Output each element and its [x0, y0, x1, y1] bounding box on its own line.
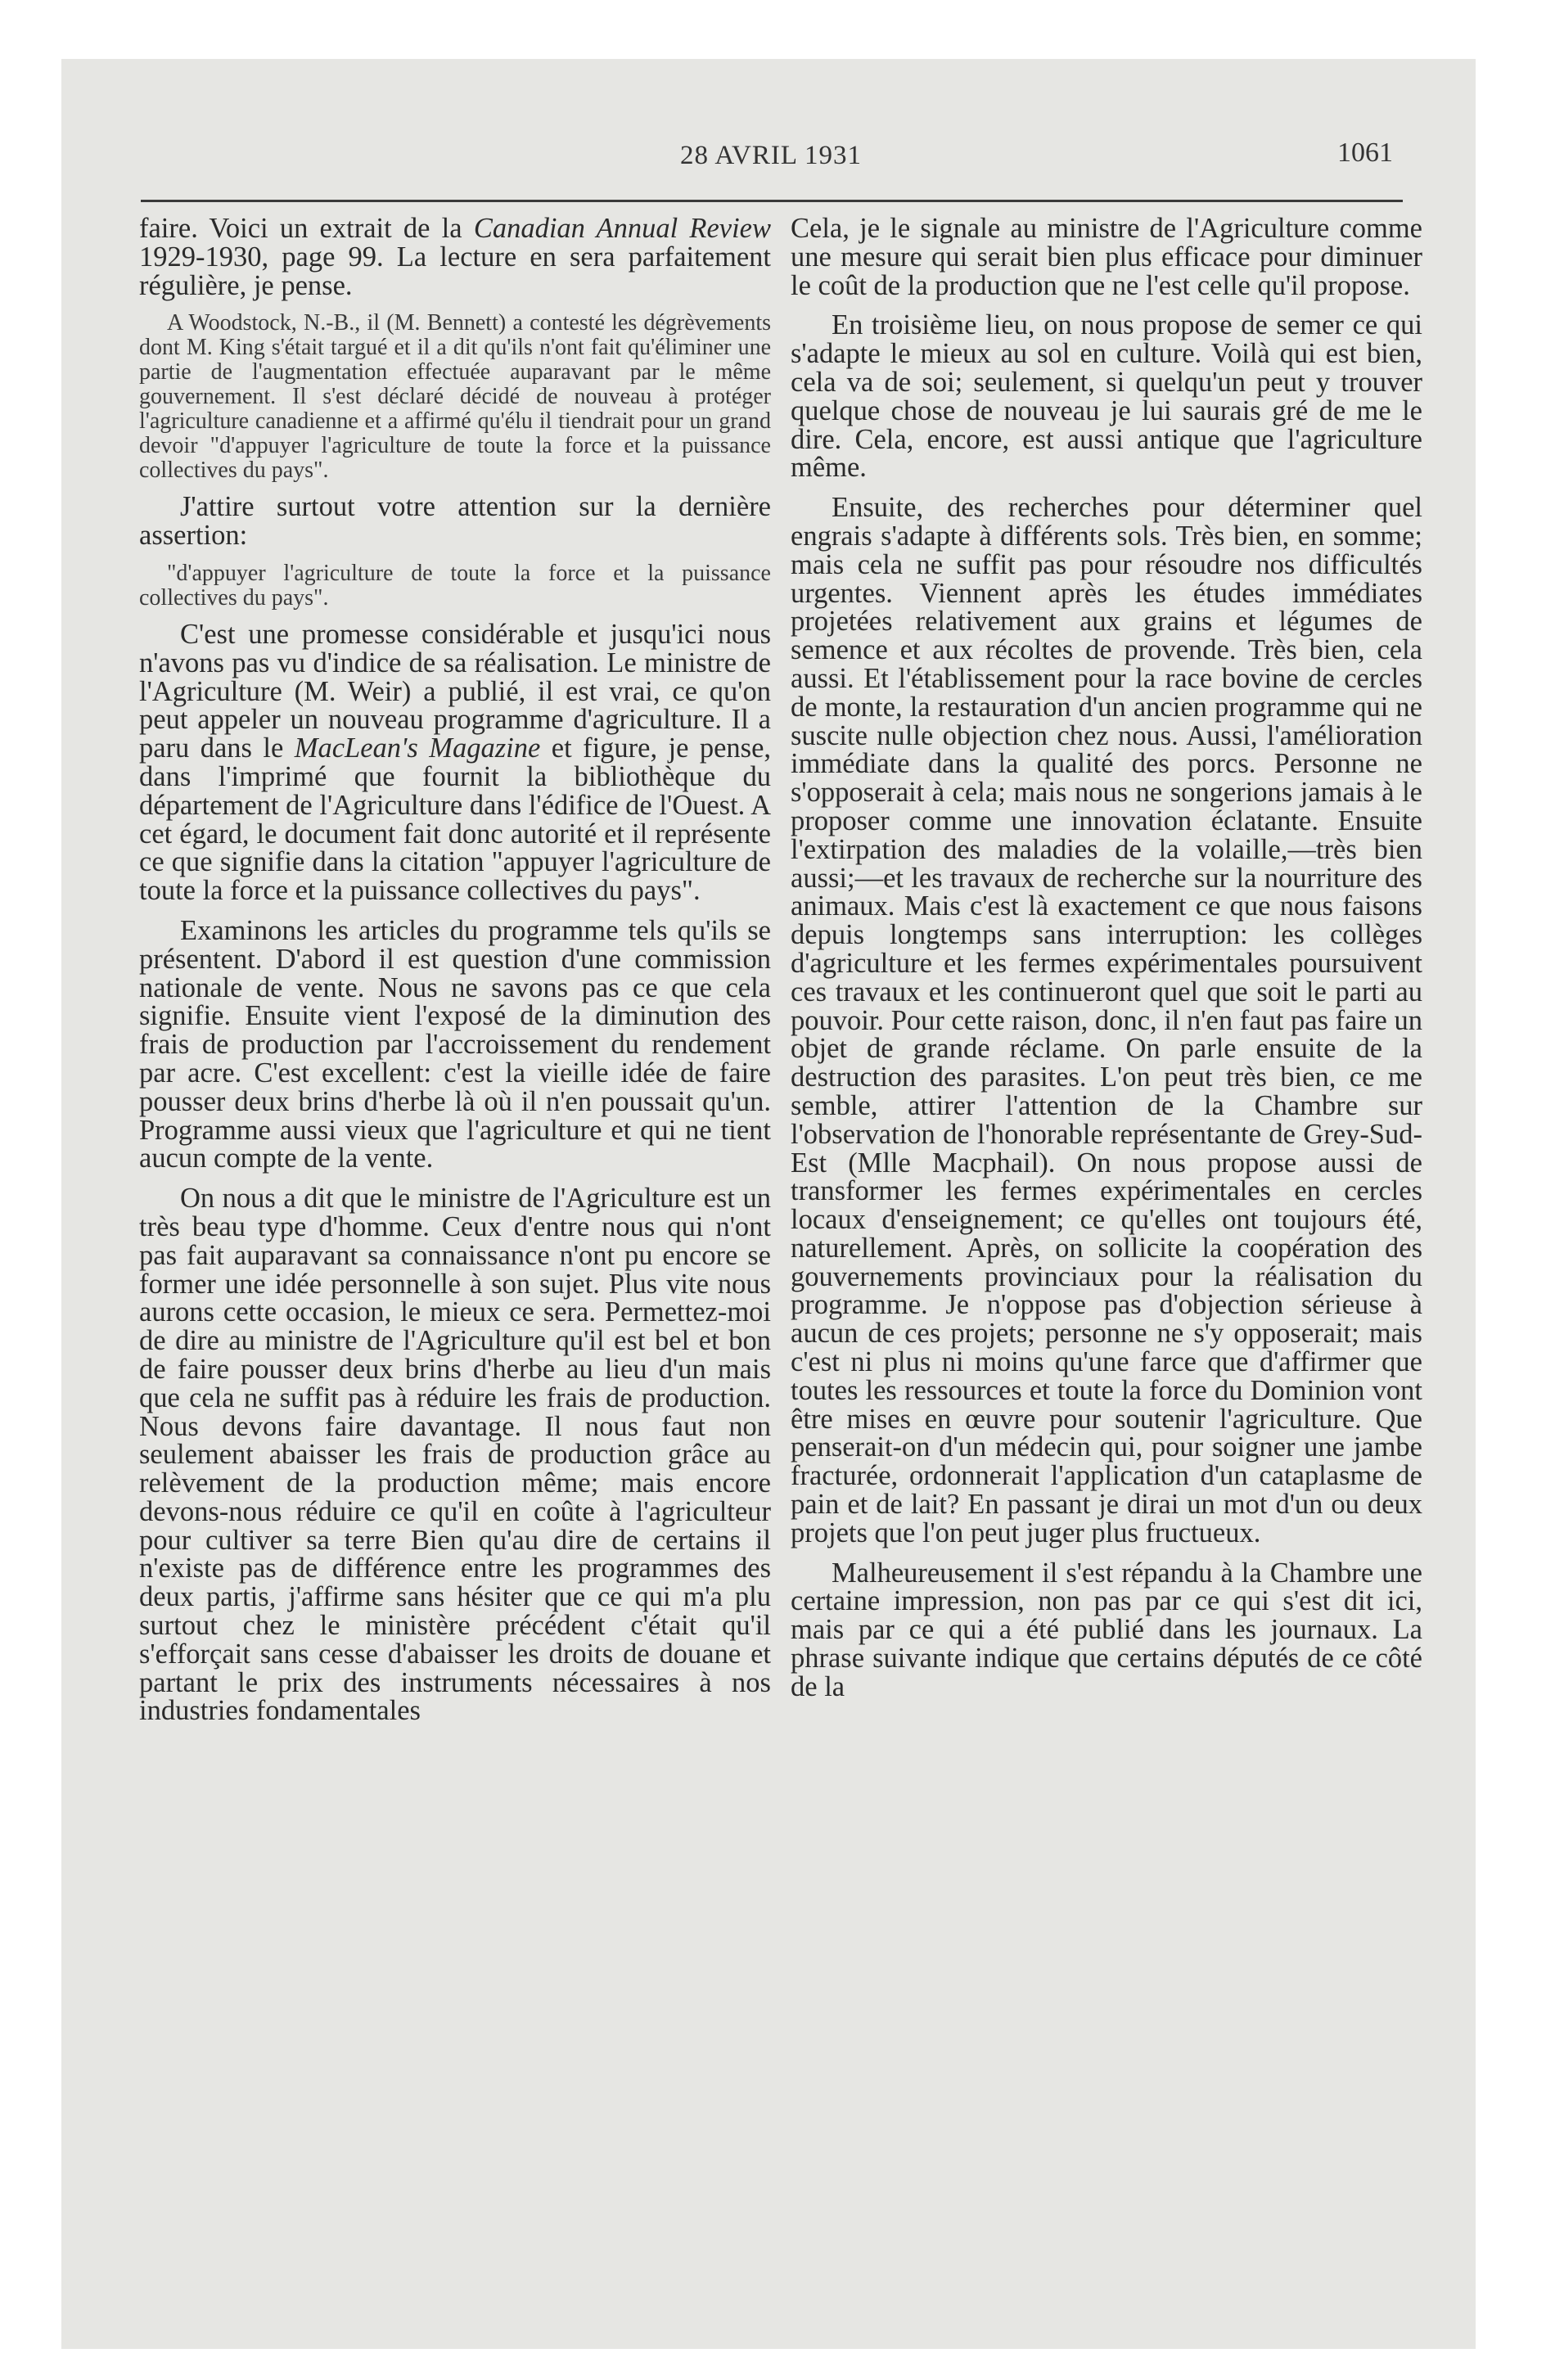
paragraph-troisieme: En troisième lieu, on nous propose de semer ce qui s'adapte le mieux au sol en culture. Voilà qui est bien, cela va de soi; seulement, si quelqu'un peut y trouver quelque chose de nouveau je lui saurais gré de me le dire. Cela, encore, est aussi antique que l'agriculture même. [791, 309, 1422, 484]
paragraph-attention: J'attire surtout votre attention sur la dernière assertion: [139, 491, 771, 552]
left-column [139, 214, 771, 2293]
paragraph-minister: On nous a dit que le ministre de l'Agriculture est un très beau type d'homme. Ceux d'entre nous qui n'ont pas fait auparavant sa connaissance n'ont pu encore se former une idée personnelle à son sujet. Plus vite nous aurons cette occasion, le mieux ce sera. Permettez-moi de dire au ministre de l'Agriculture qu'il est bel et bon de faire pousser deux brins d'herbe au lieu d'un mais que cela ne suffit pas à réduire les frais de production. Nous devons faire davantage. Il nous faut non seulement abaisser les frais de production grâce au relèvement de la production même; mais encore devons-nous réduire ce qu'il en coûte à l'agriculteur pour cultiver sa terre Bien qu'au dire de certains il n'existe pas de différence entre les programmes des deux partis, j'affirme sans hésiter que ce qui m'a plu surtout chez le ministère précédent c'était qu'il s'efforçait sans cesse d'abaisser les droits de douane et partant le prix des instruments nécessaires à nos industries fondamentales [139, 1183, 771, 1727]
running-title: 28 AVRIL 1931 [679, 141, 863, 170]
paragraph-malheureusement: Malheureusement il s'est répandu à la Chambre une certaine impression, non pas par ce qui s'est dit ici, mais par ce qui a été publié dans les journaux. La phrase suivante indique que certains députés de ce côté de la [791, 1557, 1422, 1702]
block-quote-woodstock: A Woodstock, N.-B., il (M. Bennett) a contesté les dégrèvements dont M. King s'était targué et il a dit qu'ils n'ont fait qu'éliminer une partie de l'augmentation effectuée auparavant par le même gouvernement. Il s'est déclaré décidé de nouveau à protéger l'agriculture canadienne et a affirmé qu'élu il tiendrait pour un grand devoir "d'appuyer l'agriculture de toute la force et la puissance collectives du pays". [139, 310, 771, 484]
promise-text: C'est une promesse considérable et jusqu'ici nous n'avons pas vu d'indice de sa réalisation. Le ministre de l'Agriculture (M. Weir) a publié, il est vrai, ce qu'on peut appeler un nouveau programme d'agriculture. Il a paru dans le [139, 618, 771, 764]
paragraph-programme: Examinons les articles du programme tels qu'ils se présentent. D'abord il est question d'une commission nationale de vente. Nous ne savons pas ce que cela signifie. Ensuite vient l'exposé de la diminution des frais de production par l'accroissement du rendement par acre. C'est excellent: c'est la vieille idée de faire pousser deux brins d'herbe là où il n'en poussait qu'un. Programme aussi vieux que l'agriculture et qui ne tient aucun compte de la vente. [139, 914, 771, 1174]
page-number: 1061 [1337, 137, 1393, 168]
block-quote-assertion: "d'appuyer l'agriculture de toute la force et la puissance collectives du pays". [139, 560, 771, 611]
page-header [141, 131, 1401, 180]
paragraph-promise [139, 620, 771, 905]
right-column [791, 214, 1422, 2293]
paragraph-cela: Cela, je le signale au ministre de l'Agriculture comme une mesure qui serait bien plus efficace pour diminuer le coût de la production que ne l'est celle qu'il propose. [791, 214, 1422, 301]
paragraph-recherches: Ensuite, des recherches pour déterminer quel engrais s'adapte à différents sols. Très bien, en somme; mais cela ne suffit pas pour résoudre nos difficultés urgentes. Viennent après les études immédiates projetées relativement aux grains et légumes de semence et aux récoltes de provende. Très bien, cela aussi. Et l'établissement pour la race bovine de cercles de monte, la restauration d'un ancien programme qui ne suscite nulle objection chez nous. Aussi, l'amélioration immédiate dans la qualité des porcs. Personne ne s'opposerait à cela; mais nous ne songerions jamais à le proposer comme une innovation éclatante. Ensuite l'extirpation des maladies de la volaille,—très bien aussi;—et les travaux de recherche sur la nourriture des animaux. Mais c'est là exactement ce que nous faisons depuis longtemps sans interruption: les collèges d'agriculture et les fermes expérimentales poursuivent ces travaux et les continueront quel que soit le parti au pouvoir. Pour cette raison, donc, il n'en faut pas faire un objet de grande réclame. On parle ensuite de la destruction des parasites. L'on peut très bien, ce me semble, attirer l'attention de la Chambre sur l'observation de l'honorable représentante de Grey-Sud-Est (Mlle Macphail). On nous propose aussi de transformer les fermes expérimentales en cercles locaux d'enseignement; ce qu'elles ont toujours été, naturellement. Après, on sollicite la coopération des gouvernements provinciaux pour la réalisation du programme. Je n'oppose pas d'objection sérieuse à aucun de ces projets; personne ne s'y opposerait; mais c'est ni plus ni moins qu'une farce que d'affirmer que toutes les ressources et toute la force du Dominion vont être mises en œuvre pour soutenir l'agriculture. Que penserait-on d'un médecin qui, pour soigner une jambe fracturée, ordonnerait l'application d'un cataplasme de pain et de lait? En passant je dirai un mot d'un ou deux projets que l'on peut juger plus fructueux. [791, 492, 1422, 1548]
publication-title: Canadian Annual Review [473, 214, 771, 244]
intro-text: faire. Voici un extrait de la [139, 214, 462, 244]
paragraph-intro [139, 214, 771, 300]
header-rule [141, 200, 1403, 202]
promise-text-rest: et figure, je pense, dans l'imprimé que fournit la bibliothèque du département de l'Agriculture dans l'édifice de l'Ouest. A cet égard, le document fait donc autorité et il représente ce que signifie dans la citation "appuyer l'agriculture de toute la force et la puissance collectives du pays". [139, 732, 771, 907]
magazine-title: MacLean's Magazine [294, 732, 541, 764]
intro-text-rest: 1929-1930, page 99. La lecture en sera parfaitement régulière, je pense. [139, 241, 771, 301]
